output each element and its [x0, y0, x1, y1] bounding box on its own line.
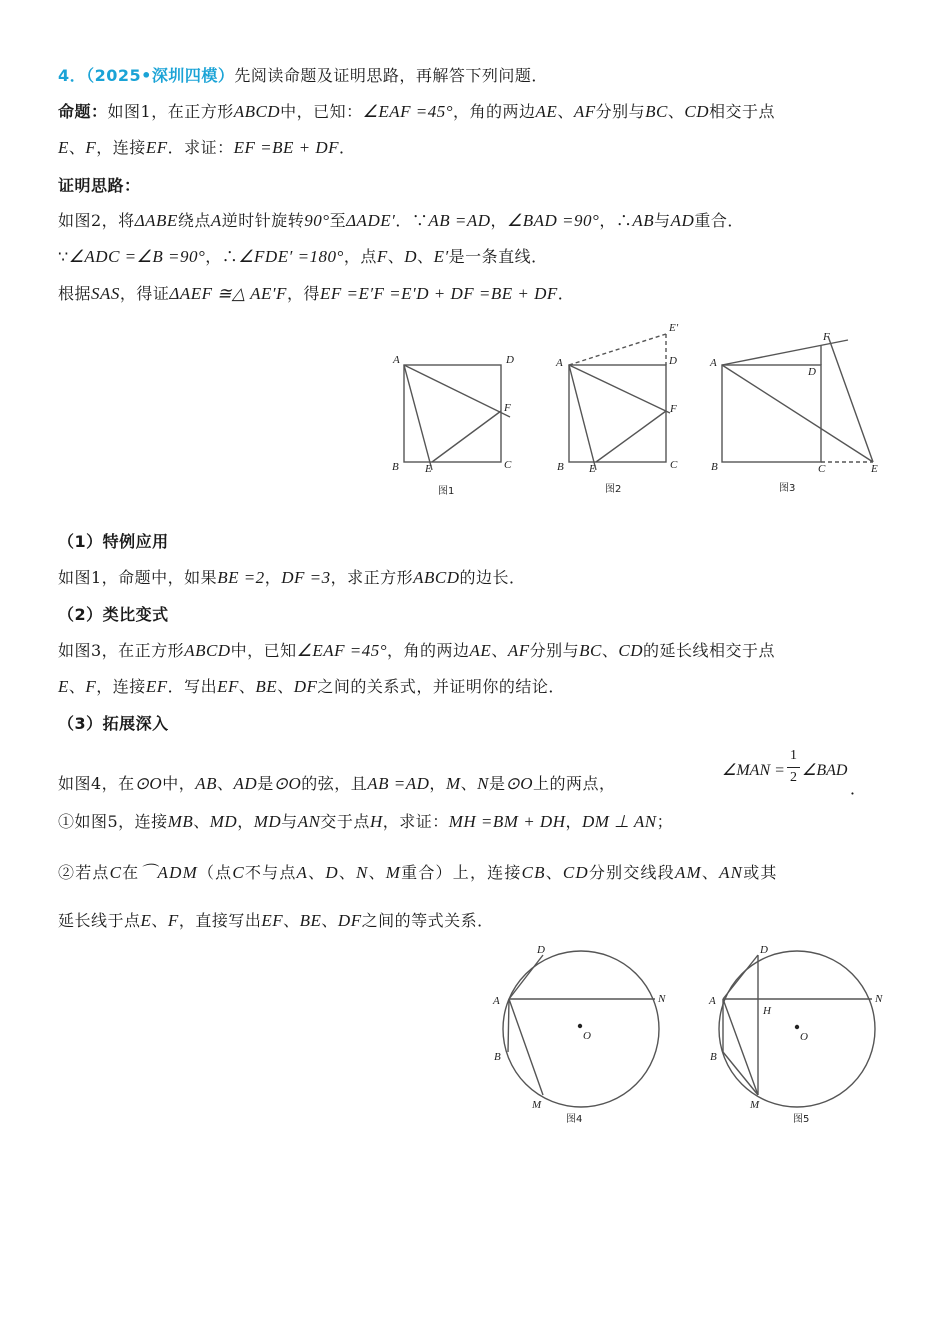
math: ΔAEF ≅△ AE′F	[169, 284, 287, 303]
math: MH =BM + DH	[448, 812, 566, 831]
fig4-circle	[503, 951, 659, 1107]
math: CD	[618, 641, 643, 660]
proof-idea-label: 证明思路：	[58, 176, 141, 195]
text: 之间的关系式，并证明你的结论．	[317, 677, 565, 696]
fig5-line-am	[723, 999, 758, 1095]
math: ⊙O	[505, 774, 534, 793]
proposition-label: 命题：	[58, 102, 108, 121]
text: ，角的两边	[453, 102, 536, 121]
fig3-label-f: F	[823, 331, 830, 343]
text: 、	[321, 911, 338, 930]
fraction-denominator: 2	[790, 770, 797, 785]
math: ABCD	[233, 102, 281, 121]
fig5-label-n: N	[875, 993, 883, 1005]
part3-line-2	[58, 810, 673, 834]
math: E′	[433, 247, 449, 266]
text: 、	[701, 863, 720, 882]
text: ，求证：	[382, 812, 449, 831]
fig5-caption: 图5	[793, 1114, 810, 1125]
text: 至	[329, 211, 347, 230]
text: 绕点	[177, 211, 211, 230]
text: 如图1，在正方形	[107, 102, 234, 121]
math: SAS	[91, 284, 120, 303]
math: EF =BE + DF	[233, 138, 340, 157]
fig5-label-a: A	[709, 995, 716, 1007]
text: 、	[68, 138, 86, 157]
math: AB =AD	[428, 211, 491, 230]
fig3-line-ae	[722, 365, 873, 462]
text: 中，已知	[230, 641, 297, 660]
text: 分别与	[595, 102, 646, 121]
fig2-label-a: A	[556, 357, 563, 369]
fig4-line-ab	[508, 999, 509, 1052]
fig5-line-bm	[723, 1052, 758, 1095]
fig1-caption: 图1	[438, 486, 455, 497]
math: AD	[233, 774, 258, 793]
text: ，	[429, 774, 446, 793]
fig1-label-d: D	[506, 354, 514, 366]
fig2-label-d: D	[669, 355, 677, 367]
fig1-line-af	[404, 365, 510, 417]
fig5-label-b: B	[710, 1051, 717, 1063]
proof-idea-line-3	[58, 282, 574, 306]
math: ABCD	[413, 568, 460, 587]
text: ；	[656, 812, 674, 831]
math: AE	[535, 102, 558, 121]
math: BE	[255, 677, 278, 696]
text: ，求正方形	[330, 568, 414, 587]
proof-idea-line-1	[58, 209, 744, 233]
fig1-label-c: C	[504, 459, 512, 471]
text: 是	[488, 774, 506, 793]
text: ．	[557, 284, 575, 303]
text: ，得证	[119, 284, 170, 303]
text: 、	[283, 911, 300, 930]
math: ∠EAF =45°	[362, 102, 454, 121]
text: 重合．	[694, 211, 744, 230]
text: ①如图5，连接	[58, 812, 168, 831]
text: 是一条直线．	[448, 247, 548, 266]
question-number: 4．	[58, 66, 87, 85]
math: A	[296, 863, 309, 882]
fig5-label-h: H	[763, 1005, 771, 1017]
math: AB	[632, 211, 655, 230]
math: AM	[674, 863, 702, 882]
text: ．	[339, 138, 356, 157]
math: EF	[145, 677, 168, 696]
math: BE	[299, 911, 322, 930]
math: AB =AD	[367, 774, 430, 793]
fig2-caption: 图2	[605, 484, 622, 495]
text: 、	[193, 812, 210, 831]
text: 重合）上，连接	[401, 863, 522, 882]
fig3-square	[722, 365, 821, 462]
text: 、	[277, 677, 294, 696]
fig4-label-a: A	[493, 995, 500, 1007]
fig4-label-o: O	[583, 1030, 591, 1042]
text: 、	[308, 863, 326, 882]
fig2-line-af	[569, 365, 670, 413]
fig2-line-ef	[596, 411, 666, 462]
part3-line-4	[58, 909, 494, 933]
text: （点	[197, 863, 233, 882]
text: 分别与	[529, 641, 580, 660]
fraction-numerator: 1	[790, 748, 797, 763]
text: ．写出	[167, 677, 218, 696]
math: C	[232, 863, 245, 882]
text: 是	[257, 774, 274, 793]
text: 中，	[162, 774, 196, 793]
math: ⌒ADM	[139, 863, 198, 882]
math: ∠FDE′ =180°	[238, 247, 344, 266]
text: ，直接写出	[178, 911, 262, 930]
question-source: （2025•深圳四模）	[86, 66, 235, 85]
text: 相交于点	[709, 102, 776, 121]
text: ②若点	[58, 863, 110, 882]
text: 的弦，且	[301, 774, 368, 793]
math: CB	[521, 863, 546, 882]
text: 、	[460, 774, 478, 793]
math: ABCD	[184, 641, 231, 660]
math: MD	[209, 812, 238, 831]
fig2-label-c: C	[670, 459, 678, 471]
text: 在	[122, 863, 140, 882]
math: E	[140, 911, 152, 930]
part3-label-line	[58, 712, 169, 736]
fig4-caption: 图4	[566, 1114, 583, 1125]
fig4-label-b: B	[494, 1051, 501, 1063]
text: ，∴	[205, 247, 239, 266]
text: ，连接	[96, 677, 146, 696]
text: 分别交线段	[588, 863, 675, 882]
text: 或其	[743, 863, 778, 882]
text: 中，已知：	[280, 102, 363, 121]
fig1-label-b: B	[392, 461, 399, 473]
math: F	[167, 911, 179, 930]
part2-label: （2）类比变式	[58, 605, 169, 624]
text: 交于点	[320, 812, 370, 831]
text: ，点	[343, 247, 377, 266]
fig1-line-ae	[404, 365, 432, 470]
math: H	[369, 812, 383, 831]
math: DF	[337, 911, 362, 930]
text: 、	[557, 102, 574, 121]
text: ，	[237, 812, 254, 831]
text: ，角的两边	[387, 641, 470, 660]
part3-line-1-end: ．	[850, 779, 867, 798]
fig4-center-point	[578, 1024, 582, 1028]
fig5-label-d: D	[760, 944, 768, 956]
proposition-line-1	[58, 100, 775, 124]
math: EF	[261, 911, 284, 930]
text: 、	[417, 247, 434, 266]
part2-label-line	[58, 603, 169, 627]
math: N	[477, 774, 489, 793]
math: F	[85, 677, 97, 696]
text: 上的两点，	[533, 774, 616, 793]
part1-line	[58, 566, 526, 590]
text: 不与点	[244, 863, 297, 882]
math: BC	[645, 102, 668, 121]
circle-figures	[480, 935, 900, 1135]
part3-line-1	[58, 772, 616, 796]
fig2-label-e-prime: E′	[669, 322, 679, 334]
part3-label: （3）拓展深入	[58, 714, 169, 733]
text: ，	[565, 812, 582, 831]
text: 如图4，在	[58, 774, 135, 793]
math: EF	[145, 138, 168, 157]
math: CD	[684, 102, 710, 121]
fig2-square	[569, 365, 666, 462]
fig4-label-n: N	[658, 993, 666, 1005]
proposition-line-2	[58, 136, 356, 160]
text: ，∴	[599, 211, 633, 230]
fig3-line-af	[722, 340, 848, 365]
math: CD	[562, 863, 589, 882]
text: 与	[281, 812, 298, 831]
text: 、	[151, 911, 168, 930]
fig5-line-ad	[723, 955, 758, 999]
fraction-suffix: ∠BAD	[802, 762, 848, 779]
fig1-label-a: A	[393, 354, 400, 366]
math: AN	[297, 812, 321, 831]
text: 延长线于点	[58, 911, 141, 930]
math: AD	[670, 211, 695, 230]
math: M	[445, 774, 461, 793]
text: 的延长线相交于点	[643, 641, 776, 660]
math: BE =2	[217, 568, 265, 587]
text: 如图1，命题中，如果	[58, 568, 218, 587]
fig3-label-c: C	[818, 463, 826, 475]
math: AB	[195, 774, 218, 793]
square-figures	[380, 310, 900, 505]
math: EF =E′F =E′D + DF =BE + DF	[319, 284, 558, 303]
text: 、	[667, 102, 685, 121]
text: ，连接	[96, 138, 146, 157]
part1-label-line	[58, 530, 169, 554]
text: 如图3，在正方形	[58, 641, 185, 660]
text: 、	[238, 677, 256, 696]
math: ∠EAF =45°	[296, 641, 388, 660]
proof-idea-line-2	[58, 245, 548, 269]
math: ΔABE	[134, 211, 178, 230]
fig2-label-f: F	[670, 403, 677, 415]
math: ⊙O	[273, 774, 302, 793]
fig3-label-a: A	[710, 357, 717, 369]
fig2-line-ae	[569, 365, 596, 470]
part2-line-2	[58, 675, 565, 699]
fraction-bar	[787, 767, 800, 768]
math: E	[58, 677, 69, 696]
math: F	[85, 138, 97, 157]
part3-line-3	[58, 861, 778, 885]
text: 、	[68, 677, 86, 696]
math: EF	[217, 677, 239, 696]
fig5-label-m: M	[750, 1099, 760, 1111]
math: E	[58, 138, 69, 157]
text: 如图2，将	[58, 211, 135, 230]
fig2-label-e: E	[589, 463, 596, 475]
math: D	[325, 863, 339, 882]
math: A	[210, 211, 222, 230]
fig3-label-e: E	[871, 463, 878, 475]
fraction-prefix: ∠MAN =	[722, 762, 785, 779]
math: AN	[719, 863, 744, 882]
proof-idea-label-line	[58, 174, 141, 198]
text: 的边长．	[459, 568, 526, 587]
math: ∠ADC =∠B =90°	[68, 247, 206, 266]
text: ．∵	[395, 211, 429, 230]
math: D	[404, 247, 418, 266]
math: ∠BAD =90°	[507, 211, 600, 230]
math: DF	[293, 677, 318, 696]
text: 、	[491, 641, 508, 660]
math: AE	[469, 641, 492, 660]
text: 逆时针旋转	[221, 211, 305, 230]
fig2-line-ae-prime	[569, 334, 666, 365]
text: ，得	[286, 284, 320, 303]
math: F	[376, 247, 388, 266]
math: C	[109, 863, 123, 882]
fig4-label-m: M	[532, 1099, 542, 1111]
math: AF	[573, 102, 596, 121]
text: 、	[545, 863, 563, 882]
text: 根据	[58, 284, 92, 303]
math: M	[385, 863, 402, 882]
fig4-label-d: D	[537, 944, 545, 956]
text: ，	[264, 568, 282, 587]
fig3-caption: 图3	[779, 483, 796, 494]
math: 90°	[304, 211, 330, 230]
math: DM ⊥ AN	[581, 812, 657, 831]
fig3-line-ef	[828, 336, 873, 462]
text: 、	[368, 863, 386, 882]
text: 、	[217, 774, 234, 793]
math: AF	[507, 641, 530, 660]
math: ΔADE′	[346, 211, 396, 230]
math: ⊙O	[134, 774, 163, 793]
fig1-label-e: E	[425, 463, 432, 475]
text: 、	[387, 247, 405, 266]
fig2-label-b: B	[557, 461, 564, 473]
math: MB	[167, 812, 194, 831]
text: ．求证：	[167, 138, 234, 157]
fig3-label-b: B	[711, 461, 718, 473]
part2-line-1	[58, 639, 775, 663]
fig4-line-am	[509, 999, 543, 1095]
question-header	[58, 64, 548, 88]
fig1-line-ef	[432, 411, 501, 462]
fig4-line-ad	[509, 955, 543, 999]
text: 、	[338, 863, 357, 882]
text: 之间的等式关系．	[361, 911, 494, 930]
fig5-center-point	[795, 1025, 799, 1029]
text: 、	[601, 641, 619, 660]
math: N	[356, 863, 369, 882]
text: 与	[654, 211, 671, 230]
fig5-label-o: O	[800, 1031, 808, 1043]
question-intro: 先阅读命题及证明思路，再解答下列问题．	[234, 66, 548, 85]
text: ∵	[58, 247, 69, 266]
fig1-label-f: F	[504, 402, 511, 414]
math: DF =3	[281, 568, 331, 587]
fig3-label-d: D	[808, 366, 816, 378]
text: ，	[490, 211, 508, 230]
part1-label: （1）特例应用	[58, 532, 169, 551]
math: BC	[579, 641, 602, 660]
math: MD	[253, 812, 282, 831]
